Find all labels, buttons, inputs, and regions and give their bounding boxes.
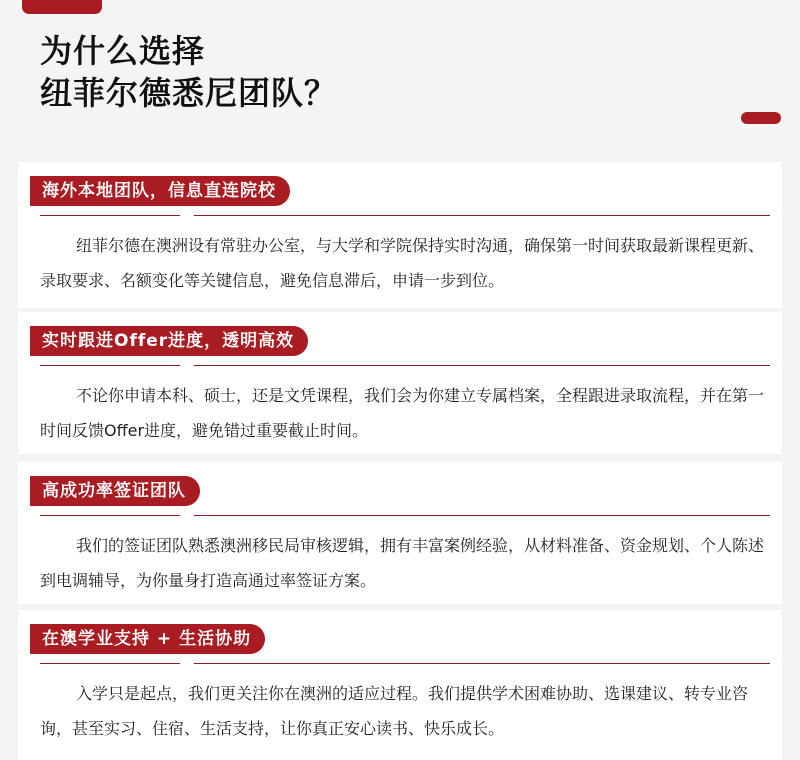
page-title	[40, 30, 337, 114]
section-card-local-team	[18, 162, 782, 308]
section-body: 纽菲尔德在澳洲设有常驻办公室，与大学和学院保持实时沟通，确保第一时间获取最新课程更新、录取要求、名额变化等关键信息，避免信息滞后，申请一步到位。	[40, 236, 765, 290]
section-heading-badge: 高成功率签证团队	[30, 476, 200, 506]
divider-right	[194, 515, 770, 516]
section-body: 我们的签证团队熟悉澳洲移民局审核逻辑，拥有丰富案例经验，从材料准备、资金规划、个人陈述到电调辅导，为你量身打造高通过率签证方案。	[40, 536, 765, 590]
section-card-offer-tracking	[18, 312, 782, 454]
divider-right	[194, 215, 770, 216]
section-card-study-life-support	[18, 610, 782, 760]
top-accent-pill	[22, 0, 102, 14]
title-line-2: 纽菲尔德悉尼团队？	[40, 74, 338, 112]
section-heading-badge: 在澳学业支持 + 生活协助	[30, 624, 265, 654]
divider-left	[40, 663, 180, 664]
divider-left	[40, 365, 180, 366]
side-accent-pill	[741, 112, 781, 124]
divider-left	[40, 515, 180, 516]
section-heading-badge: 实时跟进Offer进度，透明高效	[30, 326, 308, 356]
divider-left	[40, 215, 180, 216]
section-card-visa-team	[18, 462, 782, 604]
section-heading-badge: 海外本地团队，信息直连院校	[30, 176, 290, 206]
divider-right	[194, 365, 770, 366]
divider-right	[194, 663, 770, 664]
title-line-1: 为什么选择	[40, 32, 206, 70]
section-body: 不论你申请本科、硕士，还是文凭课程，我们会为你建立专属档案，全程跟进录取流程，并在第一时间反馈Offer进度，避免错过重要截止时间。	[40, 386, 765, 440]
section-body: 入学只是起点，我们更关注你在澳洲的适应过程。我们提供学术困难协助、选课建议、转专业咨询，甚至实习、住宿、生活支持，让你真正安心读书、快乐成长。	[40, 684, 749, 738]
